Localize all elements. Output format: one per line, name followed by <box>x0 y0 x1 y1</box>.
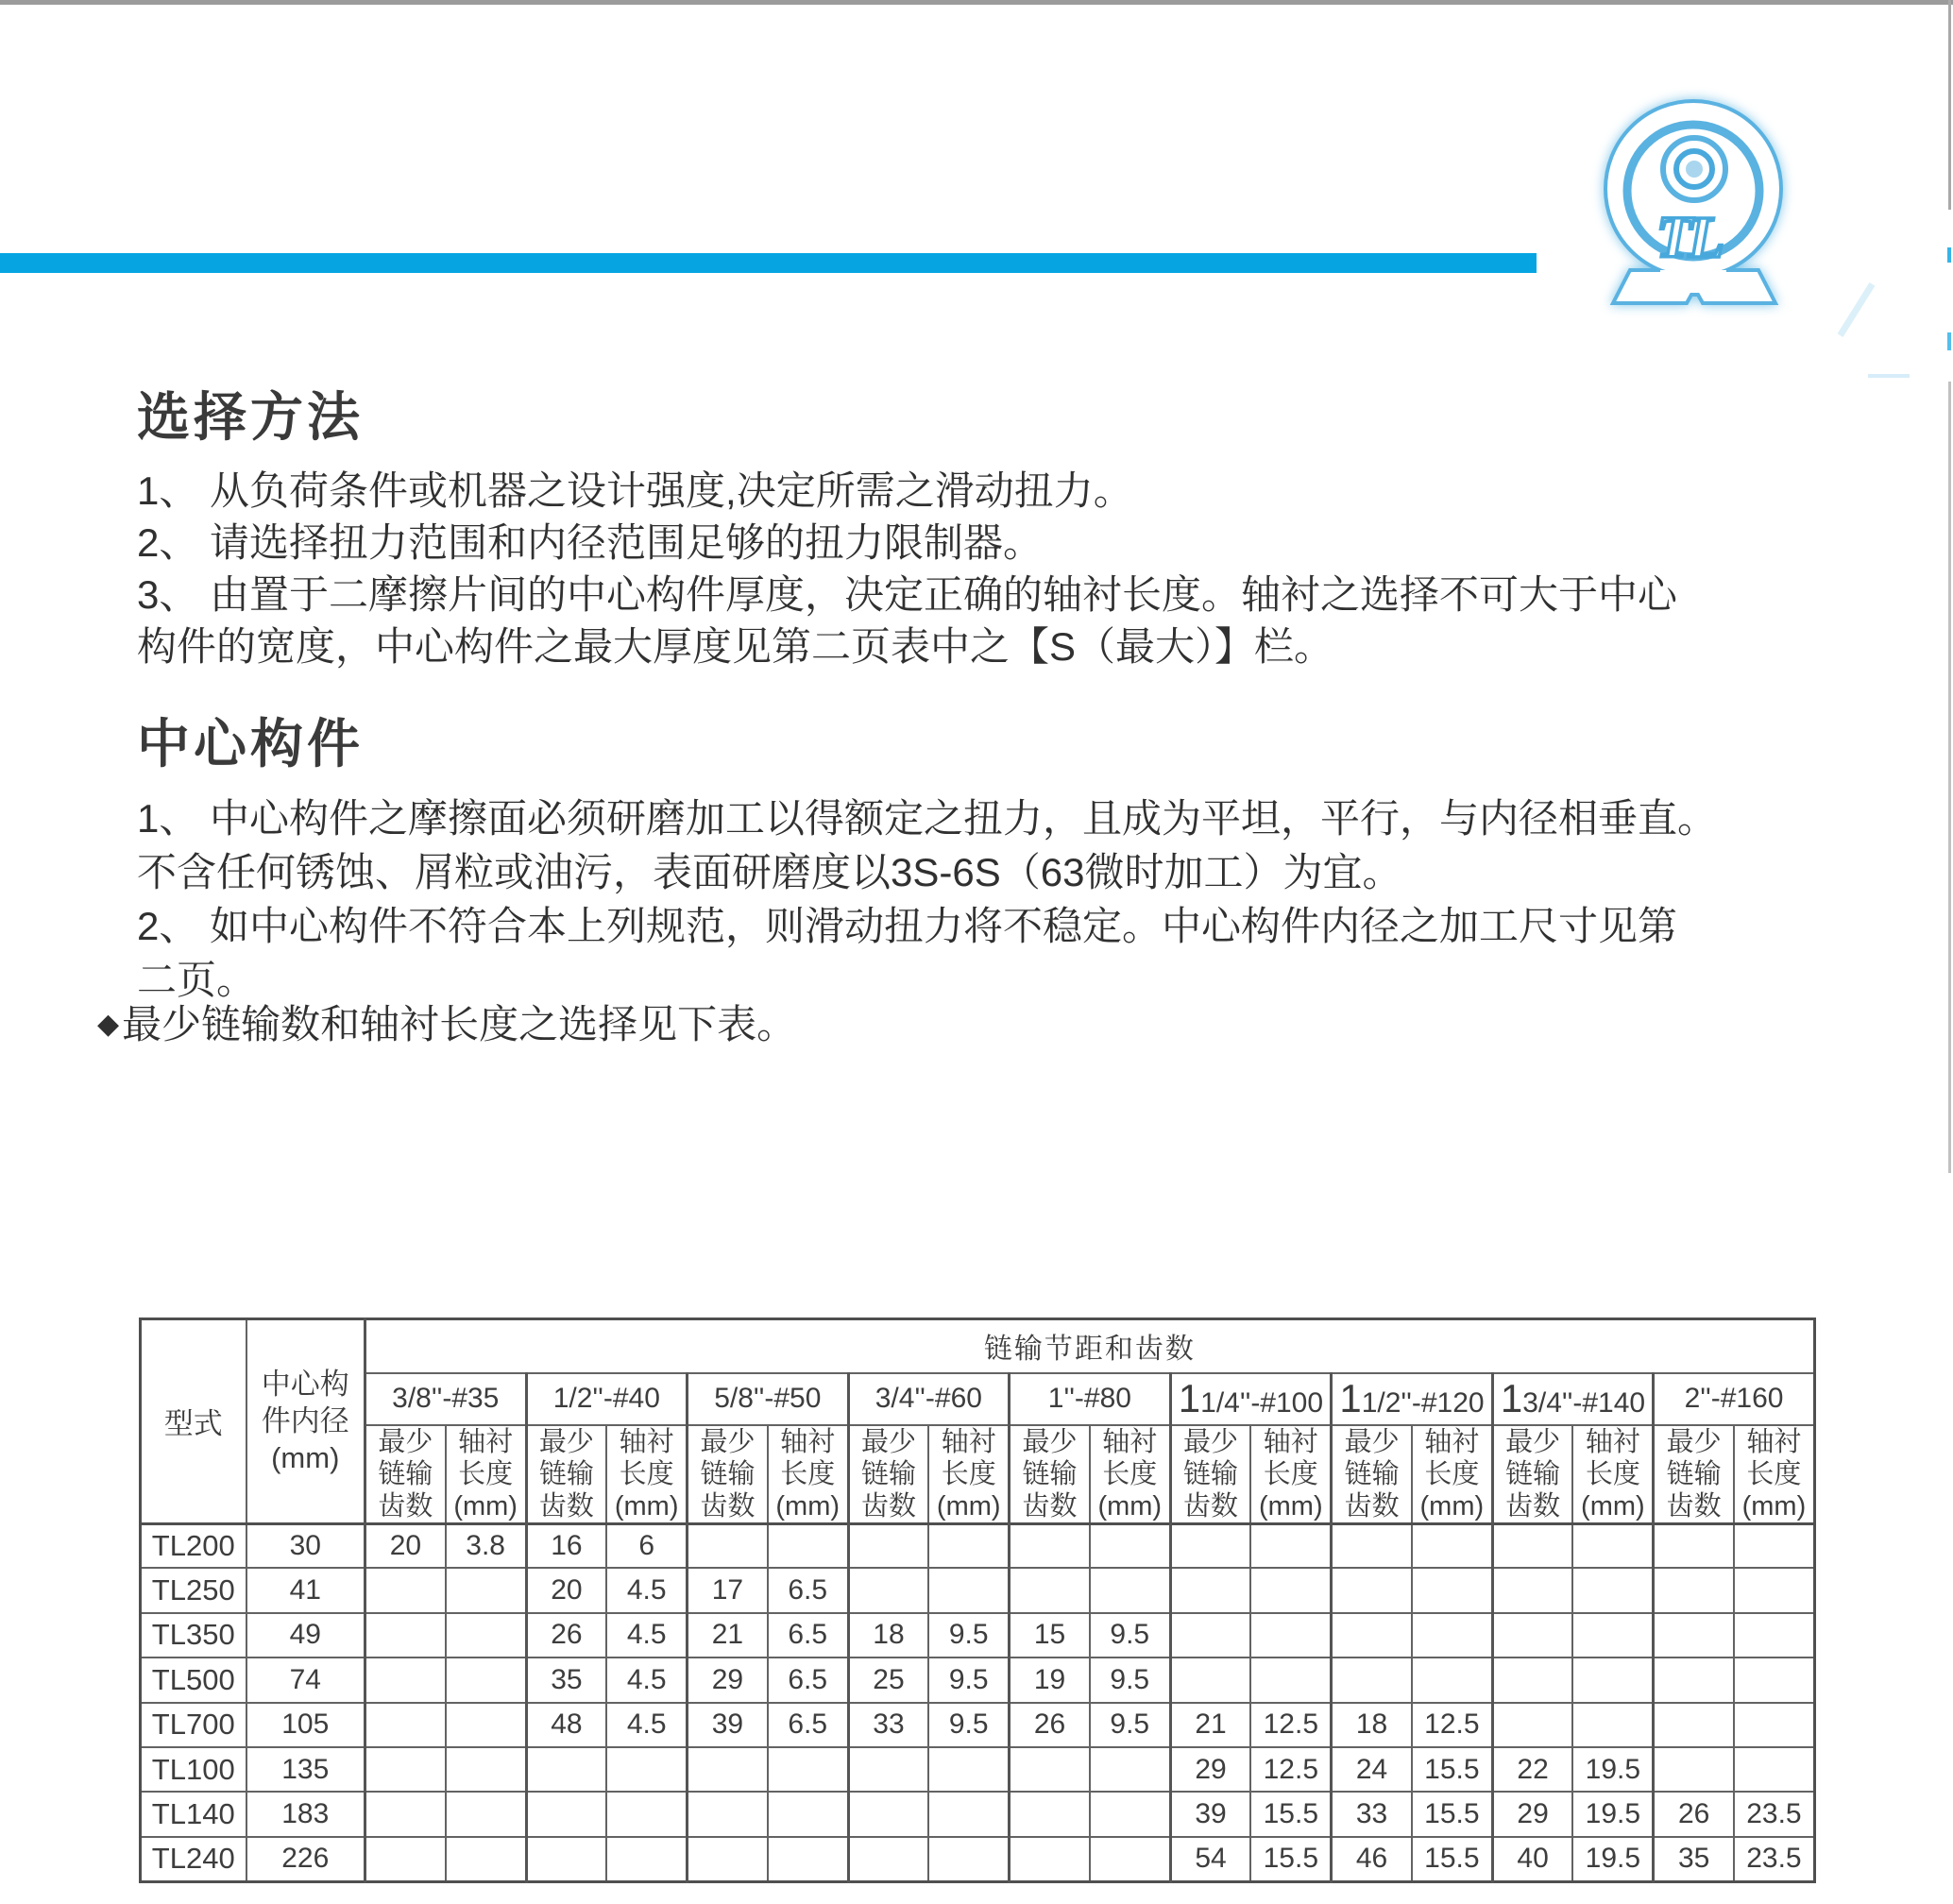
scan-edge-line-bottom <box>1948 382 1951 1173</box>
min-teeth-cell: 15 <box>1010 1613 1090 1658</box>
min-teeth-cell: 18 <box>848 1613 928 1658</box>
table-row <box>141 1792 1815 1836</box>
bush-length-cell <box>768 1792 848 1836</box>
center-line-line-4: 二页。 <box>137 958 257 1002</box>
bore-cell: 135 <box>246 1747 365 1792</box>
bush-length-cell: 12.5 <box>1412 1703 1492 1747</box>
min-teeth-cell: 18 <box>1332 1703 1412 1747</box>
bush-length-cell <box>1572 1568 1653 1612</box>
model-cell: TL140 <box>141 1792 246 1836</box>
section-title-selection-method: 选择方法 <box>137 387 364 447</box>
bush-length-cell <box>1412 1523 1492 1568</box>
min-teeth-cell <box>848 1568 928 1612</box>
bullet-note <box>97 1001 796 1048</box>
bush-length-cell: 4.5 <box>606 1568 687 1612</box>
min-teeth-cell <box>1170 1568 1250 1612</box>
bush-length-cell <box>1090 1523 1170 1568</box>
bush-length-cell <box>928 1792 1009 1836</box>
min-teeth-cell <box>1332 1658 1412 1702</box>
bush-length-cell <box>928 1837 1009 1881</box>
bush-length-cell <box>1412 1613 1492 1658</box>
min-teeth-cell <box>365 1792 446 1836</box>
center-member-paragraph <box>137 791 1717 1007</box>
bush-length-cell: 6.5 <box>768 1613 848 1658</box>
selection-line-line-4: 构件的宽度，中心构件之最大厚度见第二页表中之【S（最大）】栏。 <box>137 624 1334 669</box>
table-row <box>141 1568 1815 1612</box>
subheader-bush-length: 轴衬 长度 (mm) <box>1412 1425 1492 1524</box>
min-teeth-cell <box>526 1837 606 1881</box>
subheader-min-teeth: 最少 链输 齿数 <box>688 1425 768 1524</box>
subheader-bush-length: 轴衬 长度 (mm) <box>1572 1425 1653 1524</box>
min-teeth-cell: 39 <box>688 1703 768 1747</box>
bush-length-cell: 12.5 <box>1250 1747 1331 1792</box>
min-teeth-cell <box>365 1568 446 1612</box>
table-row <box>141 1613 1815 1658</box>
model-cell: TL350 <box>141 1613 246 1658</box>
model-cell: TL100 <box>141 1747 246 1792</box>
min-teeth-cell: 24 <box>1332 1747 1412 1792</box>
min-teeth-cell <box>1654 1747 1734 1792</box>
bush-length-cell: 9.5 <box>1090 1703 1170 1747</box>
logo-bearing-core <box>1686 161 1703 178</box>
model-cell: TL700 <box>141 1703 246 1747</box>
size-header-8: 13/4''-#140 <box>1492 1373 1654 1425</box>
bush-length-cell <box>768 1837 848 1881</box>
bush-length-cell <box>928 1568 1009 1612</box>
min-teeth-cell <box>1010 1792 1090 1836</box>
bush-length-cell <box>1734 1613 1814 1658</box>
bush-length-cell: 12.5 <box>1250 1703 1331 1747</box>
center-line-line-1: 1、 中心构件之摩擦面必须研磨加工以得额定之扭力，且成为平坦，平行，与内径相垂直。 <box>137 796 1718 841</box>
subheader-bush-length: 轴衬 长度 (mm) <box>928 1425 1009 1524</box>
table-row <box>141 1747 1815 1792</box>
min-teeth-cell: 17 <box>688 1568 768 1612</box>
bush-length-cell: 3.8 <box>446 1523 526 1568</box>
subheader-min-teeth: 最少 链输 齿数 <box>1654 1425 1734 1524</box>
bush-length-cell <box>446 1658 526 1702</box>
model-cell: TL500 <box>141 1658 246 1702</box>
size-header-4: 3/4''-#60 <box>848 1373 1010 1425</box>
logo-letters: TL <box>1656 206 1721 270</box>
min-teeth-cell: 29 <box>688 1658 768 1702</box>
bush-length-cell <box>1250 1613 1331 1658</box>
min-teeth-cell <box>1332 1523 1412 1568</box>
bush-length-cell: 19.5 <box>1572 1792 1653 1836</box>
subheader-bush-length: 轴衬 长度 (mm) <box>768 1425 848 1524</box>
min-teeth-cell: 46 <box>1332 1837 1412 1881</box>
bush-length-cell <box>1734 1523 1814 1568</box>
bush-length-cell <box>606 1792 687 1836</box>
bush-length-cell: 9.5 <box>928 1658 1009 1702</box>
bush-length-cell: 4.5 <box>606 1703 687 1747</box>
center-line-line-3: 2、 如中心构件不符合本上列规范，则滑动扭力将不稳定。中心构件内径之加工尺寸见第 <box>137 904 1678 948</box>
bush-length-cell <box>1250 1523 1331 1568</box>
subheader-min-teeth: 最少 链输 齿数 <box>1010 1425 1090 1524</box>
min-teeth-cell <box>1170 1613 1250 1658</box>
bush-length-cell <box>446 1703 526 1747</box>
subheader-bush-length: 轴衬 长度 (mm) <box>1734 1425 1814 1524</box>
min-teeth-cell <box>1010 1523 1090 1568</box>
table-header-row-banner <box>141 1319 1815 1373</box>
bush-length-cell: 23.5 <box>1734 1792 1814 1836</box>
min-teeth-cell <box>688 1523 768 1568</box>
min-teeth-cell: 29 <box>1170 1747 1250 1792</box>
min-teeth-cell <box>688 1747 768 1792</box>
min-teeth-cell <box>1492 1658 1572 1702</box>
bush-length-cell: 15.5 <box>1250 1837 1331 1881</box>
min-teeth-cell: 40 <box>1492 1837 1572 1881</box>
table-row <box>141 1658 1815 1702</box>
bush-length-cell: 9.5 <box>928 1703 1009 1747</box>
table-header-row-sub <box>141 1425 1815 1524</box>
min-teeth-cell <box>365 1747 446 1792</box>
bush-length-cell <box>1250 1568 1331 1612</box>
min-teeth-cell: 26 <box>1654 1792 1734 1836</box>
min-teeth-cell: 21 <box>688 1613 768 1658</box>
min-teeth-cell <box>1492 1568 1572 1612</box>
subheader-bush-length: 轴衬 长度 (mm) <box>1250 1425 1331 1524</box>
min-teeth-cell <box>1332 1568 1412 1612</box>
scan-edge-cyan-mark-2 <box>1947 332 1951 350</box>
min-teeth-cell <box>1010 1747 1090 1792</box>
model-cell: TL240 <box>141 1837 246 1881</box>
min-teeth-cell: 26 <box>526 1613 606 1658</box>
subheader-min-teeth: 最少 链输 齿数 <box>526 1425 606 1524</box>
size-header-6: 11/4''-#100 <box>1170 1373 1332 1425</box>
subheader-min-teeth: 最少 链输 齿数 <box>1170 1425 1250 1524</box>
min-teeth-cell <box>1492 1523 1572 1568</box>
min-teeth-cell <box>1332 1613 1412 1658</box>
min-teeth-cell <box>365 1703 446 1747</box>
min-teeth-cell <box>1492 1703 1572 1747</box>
bush-length-cell <box>928 1747 1009 1792</box>
size-header-3: 5/8''-#50 <box>688 1373 849 1425</box>
min-teeth-cell <box>1654 1523 1734 1568</box>
scan-edge-cyan-mark-1 <box>1947 247 1951 263</box>
min-teeth-cell <box>848 1837 928 1881</box>
min-teeth-cell: 29 <box>1492 1792 1572 1836</box>
bush-length-cell <box>1734 1658 1814 1702</box>
bush-length-cell: 15.5 <box>1250 1792 1331 1836</box>
min-teeth-cell: 21 <box>1170 1703 1250 1747</box>
subheader-bush-length: 轴衬 长度 (mm) <box>606 1425 687 1524</box>
min-teeth-cell <box>1654 1703 1734 1747</box>
bush-length-cell: 19.5 <box>1572 1747 1653 1792</box>
model-column-header: 型式 <box>141 1319 246 1524</box>
bullet-note-text: 最少链输数和轴衬长度之选择见下表。 <box>122 1002 797 1046</box>
min-teeth-cell <box>848 1792 928 1836</box>
logo-motor-base <box>1613 270 1775 303</box>
header-accent-bar <box>0 253 1537 273</box>
bush-length-cell: 15.5 <box>1412 1837 1492 1881</box>
bush-length-cell <box>1090 1792 1170 1836</box>
bore-cell: 183 <box>246 1792 365 1836</box>
min-teeth-cell <box>365 1613 446 1658</box>
selection-line-line-3: 3、 由置于二摩擦片间的中心构件厚度，决定正确的轴衬长度。轴衬之选择不可大于中心 <box>137 572 1678 617</box>
subheader-min-teeth: 最少 链输 齿数 <box>848 1425 928 1524</box>
bush-length-cell <box>1090 1568 1170 1612</box>
bush-length-cell <box>1412 1658 1492 1702</box>
min-teeth-cell <box>526 1792 606 1836</box>
min-teeth-cell: 26 <box>1010 1703 1090 1747</box>
bore-cell: 74 <box>246 1658 365 1702</box>
min-teeth-cell: 39 <box>1170 1792 1250 1836</box>
bush-length-cell <box>1734 1747 1814 1792</box>
bush-length-cell: 4.5 <box>606 1613 687 1658</box>
min-teeth-cell <box>1170 1523 1250 1568</box>
center-line-line-2: 不含任何锈蚀、屑粒或油污，表面研磨度以3S-6S（63微时加工）为宜。 <box>137 850 1402 894</box>
bush-length-cell <box>768 1523 848 1568</box>
section-title-center-member: 中心构件 <box>137 714 364 774</box>
selection-table <box>139 1318 1816 1883</box>
min-teeth-cell <box>1654 1568 1734 1612</box>
bush-length-cell <box>446 1837 526 1881</box>
model-cell: TL250 <box>141 1568 246 1612</box>
bush-length-cell <box>446 1613 526 1658</box>
min-teeth-cell <box>526 1747 606 1792</box>
size-header-1: 3/8''-#35 <box>365 1373 527 1425</box>
bush-length-cell <box>606 1837 687 1881</box>
bush-length-cell: 6.5 <box>768 1703 848 1747</box>
bush-length-cell <box>446 1792 526 1836</box>
pitch-teeth-banner: 链输节距和齿数 <box>365 1319 1815 1373</box>
min-teeth-cell <box>1654 1658 1734 1702</box>
bush-length-cell <box>1734 1703 1814 1747</box>
selection-line-line-2: 2、 请选择扭力范围和内径范围足够的扭力限制器。 <box>137 520 1044 565</box>
size-header-7: 11/2''-#120 <box>1332 1373 1493 1425</box>
min-teeth-cell <box>688 1792 768 1836</box>
min-teeth-cell <box>1654 1613 1734 1658</box>
selection-line-line-1: 1、 从负荷条件或机器之设计强度,决定所需之滑动扭力。 <box>137 468 1133 513</box>
size-header-9: 2''-#160 <box>1654 1373 1815 1425</box>
min-teeth-cell: 20 <box>365 1523 446 1568</box>
min-teeth-cell <box>365 1658 446 1702</box>
min-teeth-cell <box>848 1523 928 1568</box>
bush-length-cell <box>1734 1568 1814 1612</box>
bush-length-cell: 6 <box>606 1523 687 1568</box>
bush-length-cell: 9.5 <box>1090 1658 1170 1702</box>
selection-method-paragraph <box>137 465 1677 672</box>
bush-length-cell <box>1572 1658 1653 1702</box>
subheader-bush-length: 轴衬 长度 (mm) <box>1090 1425 1170 1524</box>
min-teeth-cell: 33 <box>1332 1792 1412 1836</box>
bush-length-cell <box>1572 1613 1653 1658</box>
min-teeth-cell: 35 <box>526 1658 606 1702</box>
bush-length-cell: 23.5 <box>1734 1837 1814 1881</box>
bush-length-cell: 15.5 <box>1412 1792 1492 1836</box>
bush-length-cell: 9.5 <box>1090 1613 1170 1658</box>
min-teeth-cell: 54 <box>1170 1837 1250 1881</box>
bush-length-cell <box>1250 1658 1331 1702</box>
scan-watermark-line <box>1868 374 1910 378</box>
min-teeth-cell <box>688 1837 768 1881</box>
bore-cell: 105 <box>246 1703 365 1747</box>
bush-length-cell <box>768 1747 848 1792</box>
bush-length-cell: 9.5 <box>928 1613 1009 1658</box>
bush-length-cell <box>606 1747 687 1792</box>
size-header-2: 1/2''-#40 <box>526 1373 688 1425</box>
subheader-min-teeth: 最少 链输 齿数 <box>365 1425 446 1524</box>
min-teeth-cell: 20 <box>526 1568 606 1612</box>
size-header-5: 1''-#80 <box>1010 1373 1171 1425</box>
min-teeth-cell: 48 <box>526 1703 606 1747</box>
diamond-bullet-icon: ◆ <box>97 1009 120 1040</box>
company-logo <box>1592 85 1849 323</box>
scan-edge-line-top <box>1948 0 1951 210</box>
min-teeth-cell <box>1170 1658 1250 1702</box>
subheader-min-teeth: 最少 链输 齿数 <box>1332 1425 1412 1524</box>
bore-cell: 41 <box>246 1568 365 1612</box>
bush-length-cell <box>1090 1837 1170 1881</box>
min-teeth-cell <box>1492 1613 1572 1658</box>
bore-cell: 30 <box>246 1523 365 1568</box>
bush-length-cell: 6.5 <box>768 1568 848 1612</box>
min-teeth-cell: 19 <box>1010 1658 1090 1702</box>
bush-length-cell <box>446 1747 526 1792</box>
bush-length-cell: 19.5 <box>1572 1837 1653 1881</box>
min-teeth-cell <box>365 1837 446 1881</box>
bore-cell: 226 <box>246 1837 365 1881</box>
bush-length-cell: 4.5 <box>606 1658 687 1702</box>
bush-length-cell <box>446 1568 526 1612</box>
bore-cell: 49 <box>246 1613 365 1658</box>
min-teeth-cell <box>1010 1568 1090 1612</box>
bore-column-header: 中心构 件内径 (mm) <box>246 1319 365 1524</box>
min-teeth-cell: 33 <box>848 1703 928 1747</box>
model-cell: TL200 <box>141 1523 246 1568</box>
min-teeth-cell <box>848 1747 928 1792</box>
table-row <box>141 1703 1815 1747</box>
bush-length-cell <box>1572 1523 1653 1568</box>
bush-length-cell <box>1090 1747 1170 1792</box>
table-header-row-sizes <box>141 1373 1815 1425</box>
bush-length-cell: 15.5 <box>1412 1747 1492 1792</box>
top-gray-strip <box>0 0 1953 5</box>
min-teeth-cell: 25 <box>848 1658 928 1702</box>
table-row <box>141 1837 1815 1881</box>
subheader-bush-length: 轴衬 长度 (mm) <box>446 1425 526 1524</box>
bush-length-cell: 6.5 <box>768 1658 848 1702</box>
table-row <box>141 1523 1815 1568</box>
bush-length-cell <box>1572 1703 1653 1747</box>
bush-length-cell <box>928 1523 1009 1568</box>
min-teeth-cell <box>1010 1837 1090 1881</box>
subheader-min-teeth: 最少 链输 齿数 <box>1492 1425 1572 1524</box>
min-teeth-cell: 35 <box>1654 1837 1734 1881</box>
bush-length-cell <box>1412 1568 1492 1612</box>
min-teeth-cell: 22 <box>1492 1747 1572 1792</box>
min-teeth-cell: 16 <box>526 1523 606 1568</box>
